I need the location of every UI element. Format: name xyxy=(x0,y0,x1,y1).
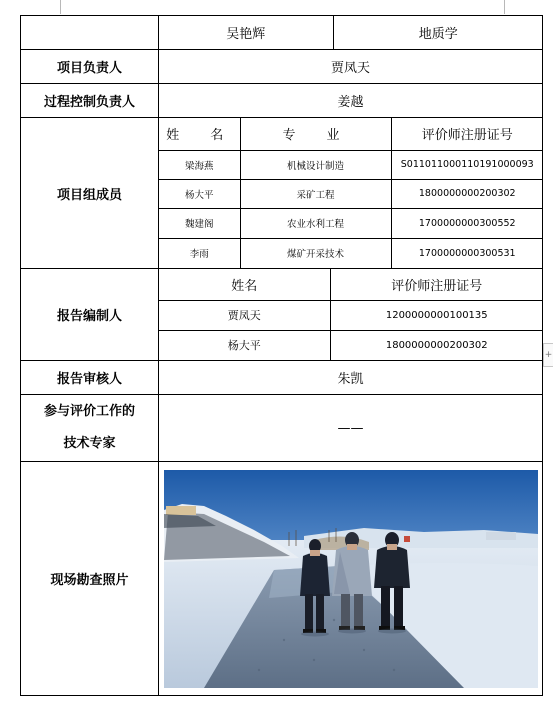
site-photo-row xyxy=(21,462,543,696)
experts-label xyxy=(21,395,159,462)
table-row xyxy=(159,179,543,208)
experts-label-line1: 参与评价工作的 xyxy=(43,404,135,419)
experts-value: —— xyxy=(159,395,543,462)
table-row xyxy=(159,330,543,360)
report-prep-table xyxy=(159,269,543,360)
member-name: 李雨 xyxy=(159,238,240,268)
team-col-name: 姓 名 xyxy=(159,118,240,150)
team-col-major: 专 业 xyxy=(240,118,391,150)
member-name: 梁海燕 xyxy=(159,150,240,179)
report-review-value: 朱凯 xyxy=(159,361,543,395)
member-cert: 1700000000300552 xyxy=(391,208,543,238)
experts-label-line2: 技术专家 xyxy=(63,436,116,451)
member-major: 煤矿开采技术 xyxy=(240,238,391,268)
process-control-label: 过程控制负责人 xyxy=(21,84,159,118)
table-row xyxy=(159,238,543,268)
header-major: 地质学 xyxy=(333,16,543,49)
preparer-name: 杨大平 xyxy=(159,330,330,360)
member-cert: 1700000000300531 xyxy=(391,238,543,268)
team-table xyxy=(159,118,543,268)
report-prep-header-row xyxy=(159,269,543,300)
table-row xyxy=(159,208,543,238)
member-cert: S011011000110191000093 xyxy=(391,150,543,179)
team-col-cert: 评价师注册证号 xyxy=(391,118,543,150)
project-lead-label: 项目负责人 xyxy=(21,50,159,84)
site-photo xyxy=(164,470,538,688)
margin-mark-right xyxy=(504,0,505,14)
personnel-table xyxy=(20,15,543,696)
team-label: 项目组成员 xyxy=(21,118,159,269)
experts-row xyxy=(21,395,543,462)
report-prep-col-cert: 评价师注册证号 xyxy=(330,269,543,300)
member-name: 魏建阁 xyxy=(159,208,240,238)
report-review-label: 报告审核人 xyxy=(21,361,159,395)
table-row xyxy=(159,300,543,330)
team-row xyxy=(21,118,543,269)
process-control-row xyxy=(21,84,543,118)
margin-mark-left xyxy=(60,0,61,14)
process-control-value: 姜越 xyxy=(159,84,543,118)
header-name: 吴艳辉 xyxy=(159,16,333,49)
preparer-cert: 1200000000100135 xyxy=(330,300,543,330)
report-prep-label: 报告编制人 xyxy=(21,269,159,361)
team-header-row xyxy=(159,118,543,150)
member-name: 杨大平 xyxy=(159,179,240,208)
table-row xyxy=(159,150,543,179)
report-prep-row xyxy=(21,269,543,361)
project-lead-row xyxy=(21,50,543,84)
site-photo-label: 现场勘查照片 xyxy=(21,462,159,696)
header-blank-cell xyxy=(21,16,159,50)
member-major: 采矿工程 xyxy=(240,179,391,208)
member-major: 农业水利工程 xyxy=(240,208,391,238)
member-major: 机械设计制造 xyxy=(240,150,391,179)
report-prep-col-name: 姓名 xyxy=(159,269,330,300)
member-cert: 1800000000200302 xyxy=(391,179,543,208)
preparer-name: 贾凤天 xyxy=(159,300,330,330)
add-column-handle[interactable]: + xyxy=(543,343,553,367)
project-lead-value: 贾凤天 xyxy=(159,50,543,84)
preparer-cert: 1800000000200302 xyxy=(330,330,543,360)
report-review-row xyxy=(21,361,543,395)
header-row xyxy=(21,16,543,50)
